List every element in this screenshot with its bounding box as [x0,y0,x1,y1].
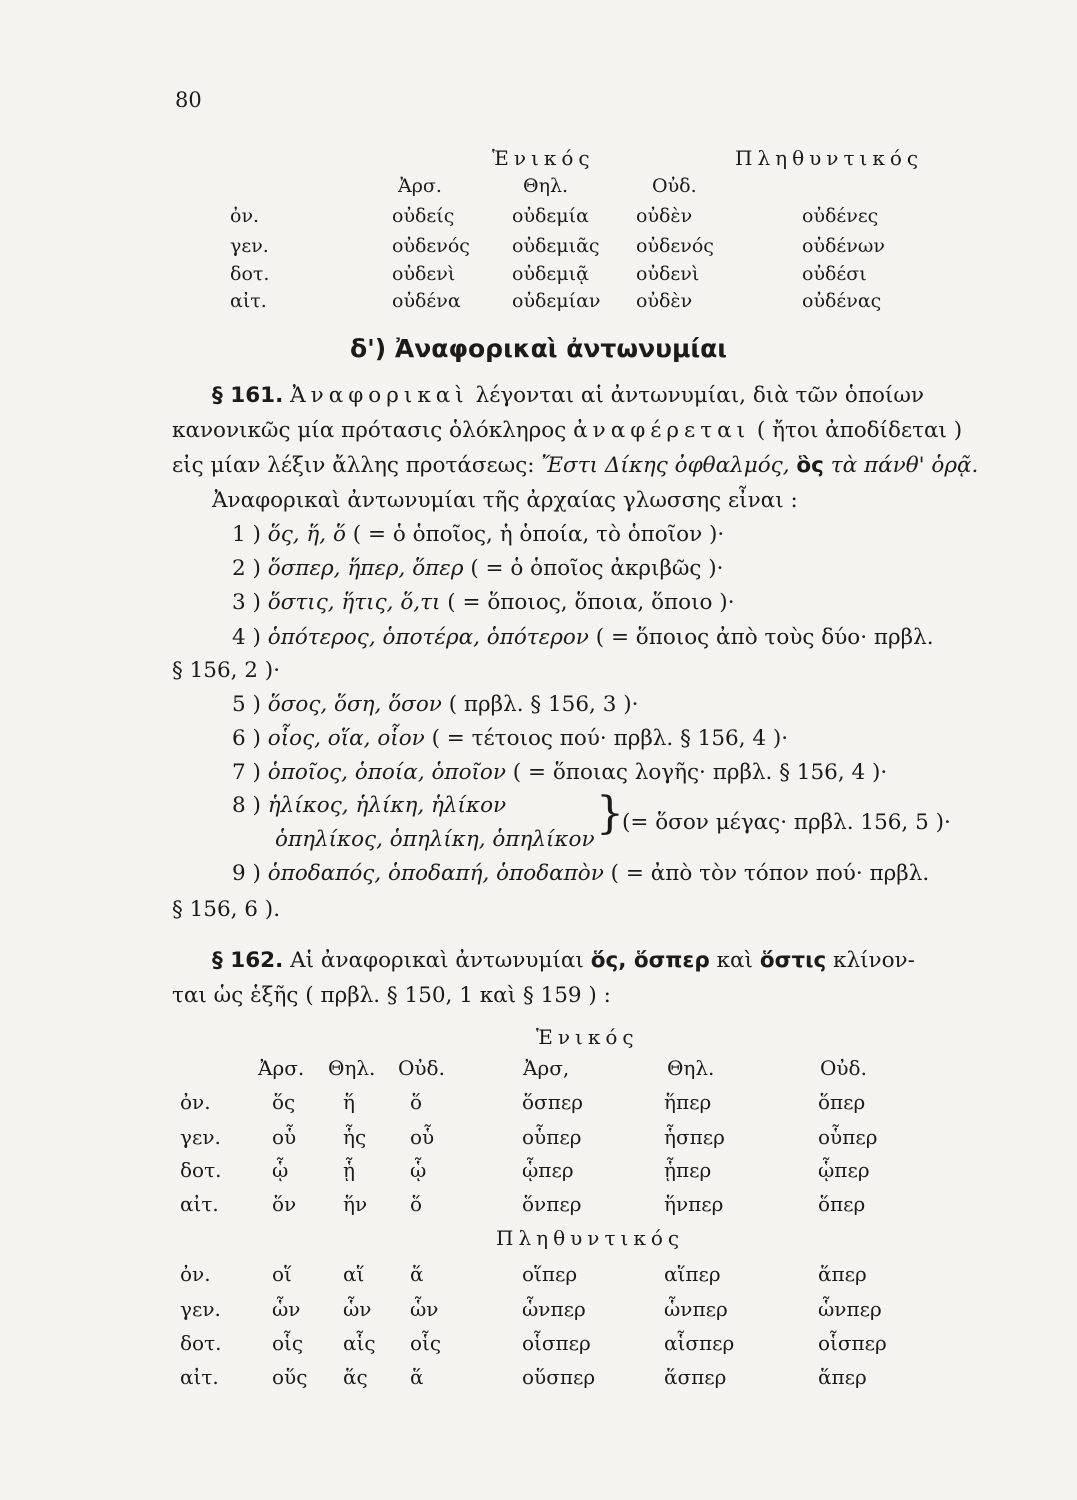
table2-col-header: Οὐδ. [398,1056,445,1080]
list-item [232,522,724,547]
table-cell: ὧνπερ [664,1297,728,1321]
item-gloss: ( = ὅποιος ἀπὸ τοὺς δύο· πρβλ. [595,625,934,650]
table-cell: οὕς [272,1365,308,1389]
table-cell: ᾧ [272,1158,289,1182]
table-cell: οἷσπερ [818,1331,887,1355]
case-label: αἰτ. [180,1192,219,1216]
table-cell: ἅ [410,1365,424,1389]
case-label: αἰτ. [230,290,267,312]
list-item [232,625,934,650]
text-run: εἰς μίαν λέξιν ἄλλης προτάσεως: [172,453,535,478]
table-cell: αἵ [343,1262,365,1286]
case-label: δοτ. [180,1158,222,1182]
table-cell: οἷς [410,1331,442,1355]
table-cell: οὐδεμίαν [512,290,601,312]
table-cell: ᾧπερ [818,1158,870,1182]
item-gloss: ( πρβλ. § 156, 3 )· [448,692,639,717]
table-cell: ἥπερ [664,1090,712,1114]
spaced-term: Ἀναφορικαὶ [290,383,469,408]
p161-line-3 [172,453,978,478]
table-cell: οὐδὲν [636,290,693,312]
table1-group-singular: Ἑνικός [492,146,595,170]
item-forms: ὁπηλίκος, ὁπηλίκη, ὁπηλίκον [275,827,595,852]
table-cell: οὐδείς [392,205,455,227]
table-cell: αἵπερ [664,1262,721,1286]
case-label: γεν. [230,235,269,257]
table-cell: οὐδένες [802,205,879,227]
item-forms: ὅς, ἥ, ὅ [267,522,346,547]
p161-line-1 [212,383,924,408]
table-cell: οὐδενός [392,235,470,257]
case-label: ὀν. [180,1262,211,1286]
page-number: 80 [175,88,202,112]
table1-col-neut: Οὐδ. [652,175,697,197]
table-cell: οὐδεμιᾶς [512,235,600,257]
table-cell: οὐδενὶ [636,263,700,285]
text-run: λέγονται αἱ ἀντωνυμίαι, διὰ τῶν ὁποίων [475,383,924,408]
table-cell: ὅσπερ [522,1090,583,1114]
table-cell: οὐδέσι [802,263,867,285]
p162-line-1 [212,948,915,973]
table-cell: ὅ [410,1192,423,1216]
item-forms: ὁπότερος, ὁποτέρα, ὁπότερον [267,625,589,650]
p161-line-4: Ἀναφορικαὶ ἀντωνυμίαι τῆς ἀρχαίας γλωσσης εἶναι : [212,488,798,513]
case-label: δοτ. [180,1331,222,1355]
case-label: ὀν. [180,1090,211,1114]
bold-term: ὃς [796,453,824,478]
item-forms: ὅστις, ἥτις, ὅ,τι [267,590,441,615]
list-item [232,861,929,886]
item-number: 1 ) [232,522,261,547]
text-run: κανονικῶς μία πρότασις ὁλόκληρος [172,418,567,443]
item-number: 3 ) [232,590,261,615]
item-forms: ἡλίκος, ἡλίκη, ἡλίκον [267,793,507,818]
item-number: 8 ) [232,793,261,818]
table-cell: αἷς [343,1331,376,1355]
table-cell: οὐδένα [392,290,461,312]
section-number: § 162. [212,948,284,973]
item-number: 2 ) [232,556,261,581]
item-forms: οἷος, οἵα, οἷον [267,726,425,751]
table2-col-header: Θηλ. [328,1056,376,1080]
table1-col-masc: Ἀρσ. [398,175,442,197]
case-label: γεν. [180,1297,221,1321]
table-cell: ἧσπερ [664,1125,725,1149]
case-label: δοτ. [230,263,270,285]
example-text: Ἔστι Δίκης ὀφθαλμός, [541,453,790,478]
case-label: αἰτ. [180,1365,219,1389]
list-item [232,590,735,615]
table-cell: οἷς [272,1331,304,1355]
item-gloss: ( = ὅποιος, ὅποια, ὅποιο )· [447,590,735,615]
item-number: 5 ) [232,692,261,717]
item-number: 7 ) [232,760,261,785]
section-title: δ') Ἀναφορικαὶ ἀντωνυμίαι [349,334,728,363]
table-cell: ᾧπερ [522,1158,574,1182]
list-item [232,726,788,751]
bold-term: ὅς, ὅσπερ [590,948,710,973]
item-gloss: ( = ὅποιας λογῆς· πρβλ. § 156, 4 )· [512,760,888,785]
table-cell: οὐδένας [802,290,882,312]
item-gloss: ( = ὁ ὁποῖος, ἡ ὁποία, τὸ ὁποῖον )· [352,522,725,547]
table-cell: ὅπερ [818,1090,866,1114]
table1-col-fem: Θηλ. [523,175,569,197]
table-cell: οὐδεμία [512,205,589,227]
table-cell: οὐδενὶ [392,263,456,285]
item-number: 4 ) [232,625,261,650]
table1-group-plural: Πληθυντικός [735,146,924,170]
table-cell: ᾧ [410,1158,427,1182]
table2-col-header: Οὐδ. [820,1056,867,1080]
case-label: γεν. [180,1125,221,1149]
list-item [232,556,724,581]
list-item [232,760,887,785]
table-cell: ἧς [343,1125,367,1149]
table-cell: ἅσπερ [664,1365,727,1389]
list-item-continuation: § 156, 6 ). [172,897,281,922]
table-cell: ὧνπερ [522,1297,586,1321]
table-cell: οὗ [272,1125,297,1149]
item-number: 6 ) [232,726,261,751]
table-cell: οὗπερ [522,1125,582,1149]
item-gloss: ( = ἀπὸ τὸν τόπον πού· πρβλ. [610,861,930,886]
list-item-continuation [172,658,280,683]
item-gloss: § 156, 2 )· [172,658,281,683]
table-cell: οὐδὲν [636,205,693,227]
item-gloss: ( = τέτοιος πού· πρβλ. § 156, 4 )· [431,726,789,751]
table-cell: ᾗ [343,1158,355,1182]
item-gloss: (= ὅσον μέγας· πρβλ. 156, 5 )· [622,810,951,835]
item-gloss: ( = ὁ ὁποῖος ἀκριβῶς )· [470,556,724,581]
table-cell: ἥνπερ [664,1192,724,1216]
table-cell: ὧν [343,1297,372,1321]
table-cell: ἅπερ [818,1365,867,1389]
table2-group-plural: Πληθυντικός [496,1226,685,1250]
table-cell: ἅ [410,1262,424,1286]
table-cell: οὐδένων [802,235,885,257]
table-cell: ὧν [272,1297,301,1321]
item-forms: ὅσος, ὅση, ὅσον [267,692,442,717]
item-number: 9 ) [232,861,261,886]
text-run: κλίνον- [833,948,915,973]
spaced-term: ἀναφέρεται [573,418,751,443]
table-cell: ὅν [272,1192,297,1216]
table-cell: ὅ [410,1090,423,1114]
example-text: τὰ πάνθ' ὁρᾷ. [830,453,979,478]
brace-symbol: } [596,788,624,839]
table-cell: ἅς [343,1365,368,1389]
text-run: ( ἤτοι ἀποδίδεται ) [756,418,963,443]
p161-line-2 [172,418,962,443]
table2-col-header: Ἀρσ, [523,1056,570,1080]
table-cell: ἥν [343,1192,368,1216]
section-number: § 161. [212,383,284,408]
table-cell: ἅπερ [818,1262,867,1286]
table-cell: ᾗπερ [664,1158,712,1182]
table-cell: ἥ [343,1090,355,1114]
table-cell: ὧν [410,1297,439,1321]
table-cell: οὕσπερ [522,1365,596,1389]
table-cell: ὅπερ [818,1192,866,1216]
table-cell: οἷσπερ [522,1331,591,1355]
bold-term: ὅστις [759,948,827,973]
text-run: καὶ [716,948,753,973]
p162-line-2: ται ὡς ἑξῆς ( πρβλ. § 150, 1 καὶ § 159 ) : [172,983,611,1008]
table2-group-singular: Ἑνικός [536,1025,639,1049]
table-cell: οὗπερ [818,1125,878,1149]
list-item [232,692,638,717]
table2-col-header: Θηλ. [667,1056,715,1080]
case-label: ὀν. [230,205,260,227]
table2-col-header: Ἀρσ. [258,1056,305,1080]
table-cell: αἷσπερ [664,1331,735,1355]
item-forms: ὁποδαπός, ὁποδαπή, ὁποδαπὸν [267,861,604,886]
item-forms: ὁποῖος, ὁποία, ὁποῖον [267,760,506,785]
table-cell: οἵπερ [522,1262,578,1286]
table-cell: ὅς [272,1090,296,1114]
table-cell: ὧνπερ [818,1297,882,1321]
list-item [232,793,506,818]
table-cell: οὐδεμιᾷ [512,263,589,285]
table-cell: ὅνπερ [522,1192,582,1216]
text-run: Αἱ ἀναφορικαὶ ἀντωνυμίαι [290,948,584,973]
table-cell: οἵ [272,1262,292,1286]
table-cell: οὐδενός [636,235,714,257]
list-item-second-line [275,827,595,852]
table-cell: οὗ [410,1125,435,1149]
item-forms: ὅσπερ, ἥπερ, ὅπερ [267,556,464,581]
